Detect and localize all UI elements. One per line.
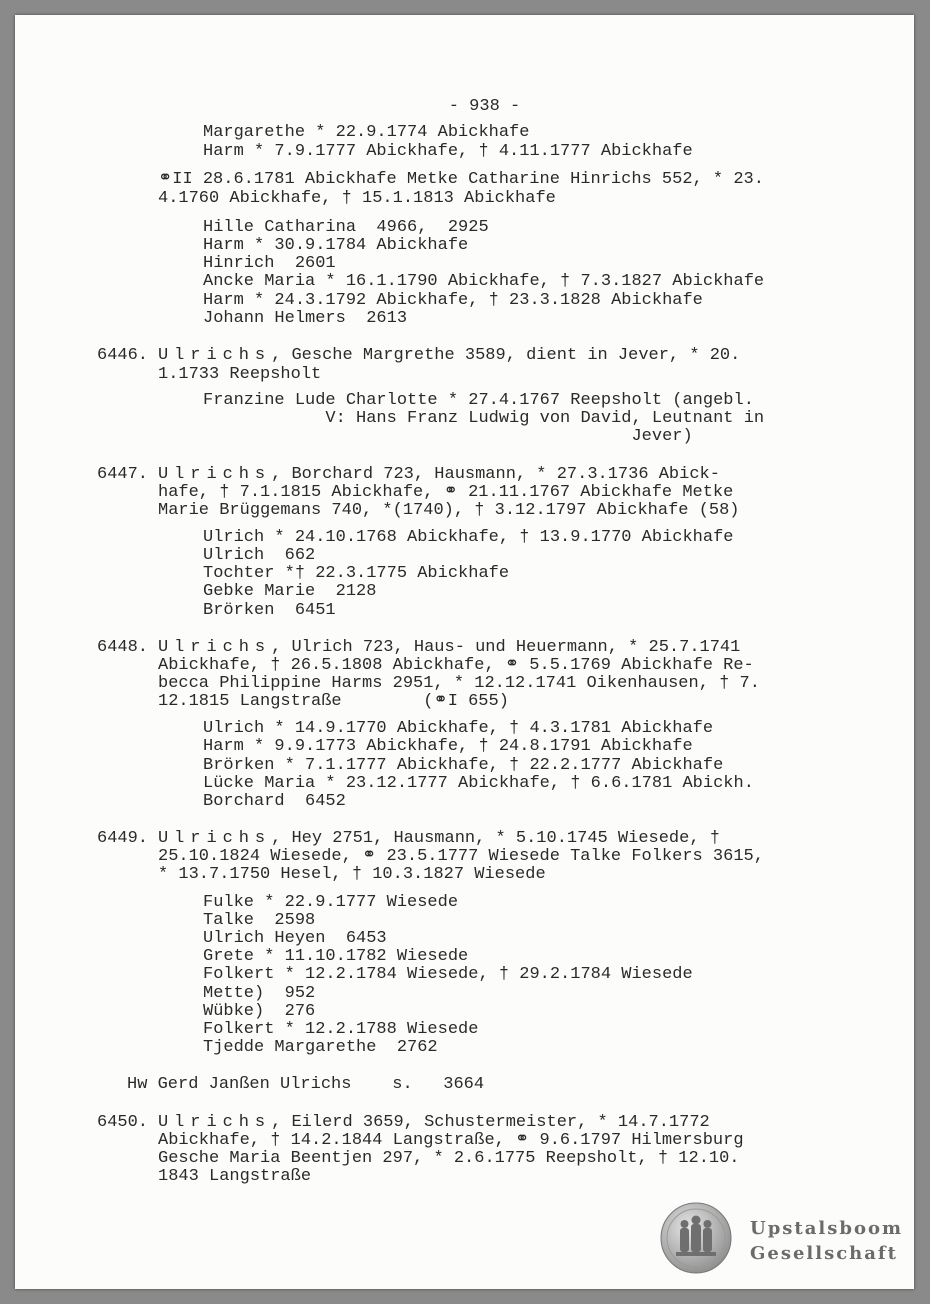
entry-line: hafe, † 7.1.1815 Abickhafe, ⚭ 21.11.1767 Abickhafe Metke [158,483,734,502]
child-line: Gebke Marie 2128 [203,582,377,601]
child-line: Wübke) 276 [203,1002,316,1021]
child-line: Folkert * 12.2.1784 Wiesede, † 29.2.1784 Wiesede [203,965,693,984]
entry-line: Abickhafe, † 14.2.1844 Langstraße, ⚭ 9.6.1797 Hilmersburg [158,1131,744,1150]
society-name-line1: Upstalsboom [750,1218,904,1239]
child-line: V: Hans Franz Ludwig von David, Leutnant in [203,409,765,428]
entry-number: 6447. [97,465,149,484]
child-line: Hinrich 2601 [203,254,336,273]
child-line: Lücke Maria * 23.12.1777 Abickhafe, † 6.6.1781 Abickh. [203,774,754,793]
child-line: Margarethe * 22.9.1774 Abickhafe [203,123,530,142]
child-line: Franzine Lude Charlotte * 27.4.1767 Reepsholt (angebl. [203,391,754,410]
marriage-line: ⚭II 28.6.1781 Abickhafe Metke Catharine Hinrichs 552, * 23. [158,170,764,189]
child-line: Hille Catharina 4966, 2925 [203,218,489,237]
child-line: Brörken * 7.1.1777 Abickhafe, † 22.2.1777 Abickhafe [203,756,724,775]
entry-line: Ulrichs, Gesche Margrethe 3589, dient in Jever, * 20. [158,346,741,365]
document-page [15,15,914,1289]
child-line: Ancke Maria * 16.1.1790 Abickhafe, † 7.3.1827 Abickhafe [203,272,765,291]
society-seal-icon [660,1202,732,1274]
marriage-line: 4.1760 Abickhafe, † 15.1.1813 Abickhafe [158,189,556,208]
child-line: Grete * 11.10.1782 Wiesede [203,947,469,966]
entry-number: 6446. [97,346,149,365]
entry-line: Ulrichs, Ulrich 723, Haus- und Heuermann, * 25.7.1741 [158,638,741,657]
child-line: Ulrich * 14.9.1770 Abickhafe, † 4.3.1781 Abickhafe [203,719,714,738]
entry-line: Gesche Maria Beentjen 297, * 2.6.1775 Reepsholt, † 12.10. [158,1149,740,1168]
child-line: Mette) 952 [203,984,316,1003]
entry-number: 6450. [97,1113,149,1132]
child-line: Ulrich * 24.10.1768 Abickhafe, † 13.9.1770 Abickhafe [203,528,734,547]
entry-line: 1.1733 Reepsholt [158,365,322,384]
entry-line: Abickhafe, † 26.5.1808 Abickhafe, ⚭ 5.5.1769 Abickhafe Re- [158,656,754,675]
child-line: Tjedde Margarethe 2762 [203,1038,438,1057]
child-line: Borchard 6452 [203,792,346,811]
entry-line: Ulrichs, Hey 2751, Hausmann, * 5.10.1745 Wiesede, † [158,829,720,848]
entry-line: Marie Brüggemans 740, *(1740), † 3.12.1797 Abickhafe (58) [158,501,740,520]
society-name-line2: Gesellschaft [750,1243,898,1264]
hw-line: Hw Gerd Janßen Ulrichs s. 3664 [127,1075,485,1094]
child-line: Tochter *† 22.3.1775 Abickhafe [203,564,510,583]
entry-line: Ulrichs, Eilerd 3659, Schustermeister, * 14.7.1772 [158,1113,710,1132]
entry-line: becca Philippine Harms 2951, * 12.12.1741 Oikenhausen, † 7. [158,674,760,693]
child-line: Folkert * 12.2.1788 Wiesede [203,1020,479,1039]
child-line: Harm * 7.9.1777 Abickhafe, † 4.11.1777 Abickhafe [203,142,693,161]
child-line: Brörken 6451 [203,601,336,620]
entry-number: 6449. [97,829,149,848]
entry-line: 12.1815 Langstraße (⚭I 655) [158,692,509,711]
child-line: Harm * 24.3.1792 Abickhafe, † 23.3.1828 Abickhafe [203,291,703,310]
page-number: - 938 - [448,97,521,116]
child-line: Ulrich 662 [203,546,316,565]
child-line: Fulke * 22.9.1777 Wiesede [203,893,459,912]
child-line: Johann Helmers 2613 [203,309,408,328]
entry-line: 1843 Langstraße [158,1167,312,1186]
entry-number: 6448. [97,638,149,657]
child-line: Jever) [203,427,693,446]
entry-line: Ulrichs, Borchard 723, Hausmann, * 27.3.1736 Abick- [158,465,720,484]
entry-line: * 13.7.1750 Hesel, † 10.3.1827 Wiesede [158,865,546,884]
child-line: Harm * 30.9.1784 Abickhafe [203,236,469,255]
child-line: Harm * 9.9.1773 Abickhafe, † 24.8.1791 Abickhafe [203,737,693,756]
child-line: Ulrich Heyen 6453 [203,929,387,948]
entry-line: 25.10.1824 Wiesede, ⚭ 23.5.1777 Wiesede Talke Folkers 3615, [158,847,764,866]
child-line: Talke 2598 [203,911,316,930]
